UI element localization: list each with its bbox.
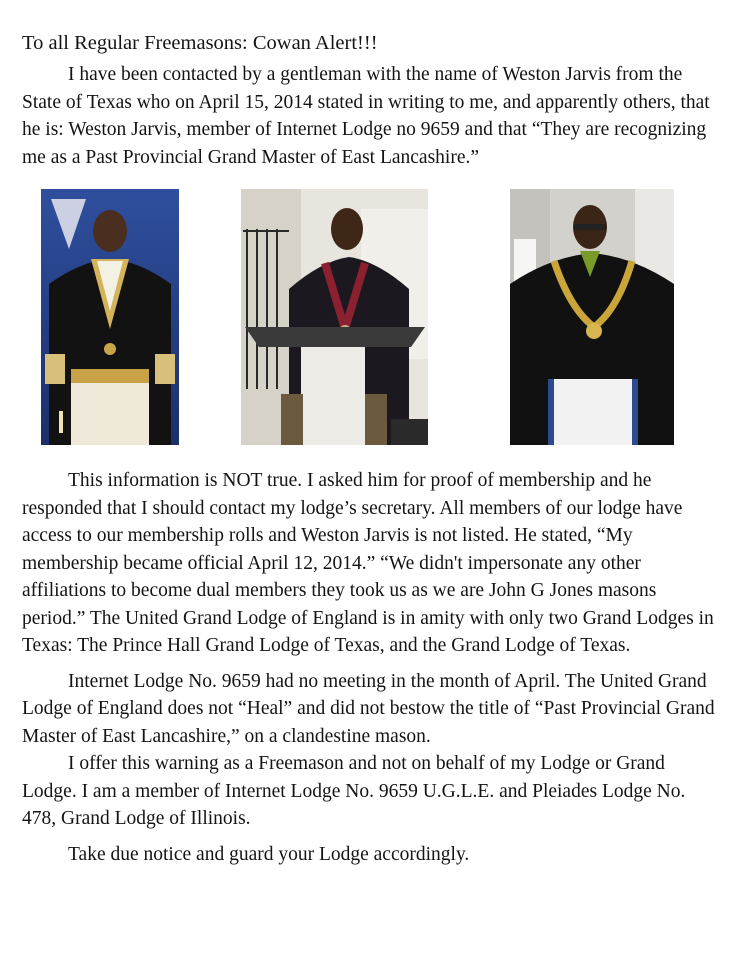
letter-heading: To all Regular Freemasons: Cowan Alert!!! [22, 32, 378, 54]
photo-regalia-portrait [41, 189, 179, 445]
body-paragraph-4: Take due notice and guard your Lodge accordingly. [68, 843, 470, 865]
letter [22, 30, 722, 868]
body-paragraph-3: I offer this warning as a Freemason and not on behalf of my Lodge or Grand Lodge. I am a member of Internet Lodge No. 9659 U.G.L.E. and Pleiades Lodge No. 478, Grand Lodge of Illinois. [22, 753, 686, 829]
photo-podium-speaker [241, 189, 428, 445]
intro-paragraph: I have been contacted by a gentleman with the name of Weston Jarvis from the State of Texas who on April 15, 2014 stated in writing to me, and apparently others, that he is: Weston Jarvis, member of Internet Lodge no 9659 and that “They are recognizing me as a Past Provincial Grand Master of East Lancashire.” [22, 64, 710, 168]
photo-chain-collar [510, 189, 674, 445]
body-paragraph-2: Internet Lodge No. 9659 had no meeting in the month of April. The United Grand Lodge of England does not “Heal” and did not bestow the title of “Past Provincial Grand Master of East Lancashire,” on a clandestine mason. [22, 670, 715, 747]
photo-row [22, 189, 722, 445]
body-paragraph-1: This information is NOT true. I asked him for proof of membership and he responded that I should contact my lodge’s secretary. All members of our lodge have access to our membership rolls and Weston Jarvis is not listed. He stated, “My membership became official April 12, 2014.” “We didn't impersonate any other affiliations to become dual members they took us as we are John G Jones masons period.” The United Grand Lodge of England is in amity with only two Grand Lodges in Texas: The Prince Hall Grand Lodge of Texas, and the Grand Lodge of Texas. [22, 470, 714, 656]
